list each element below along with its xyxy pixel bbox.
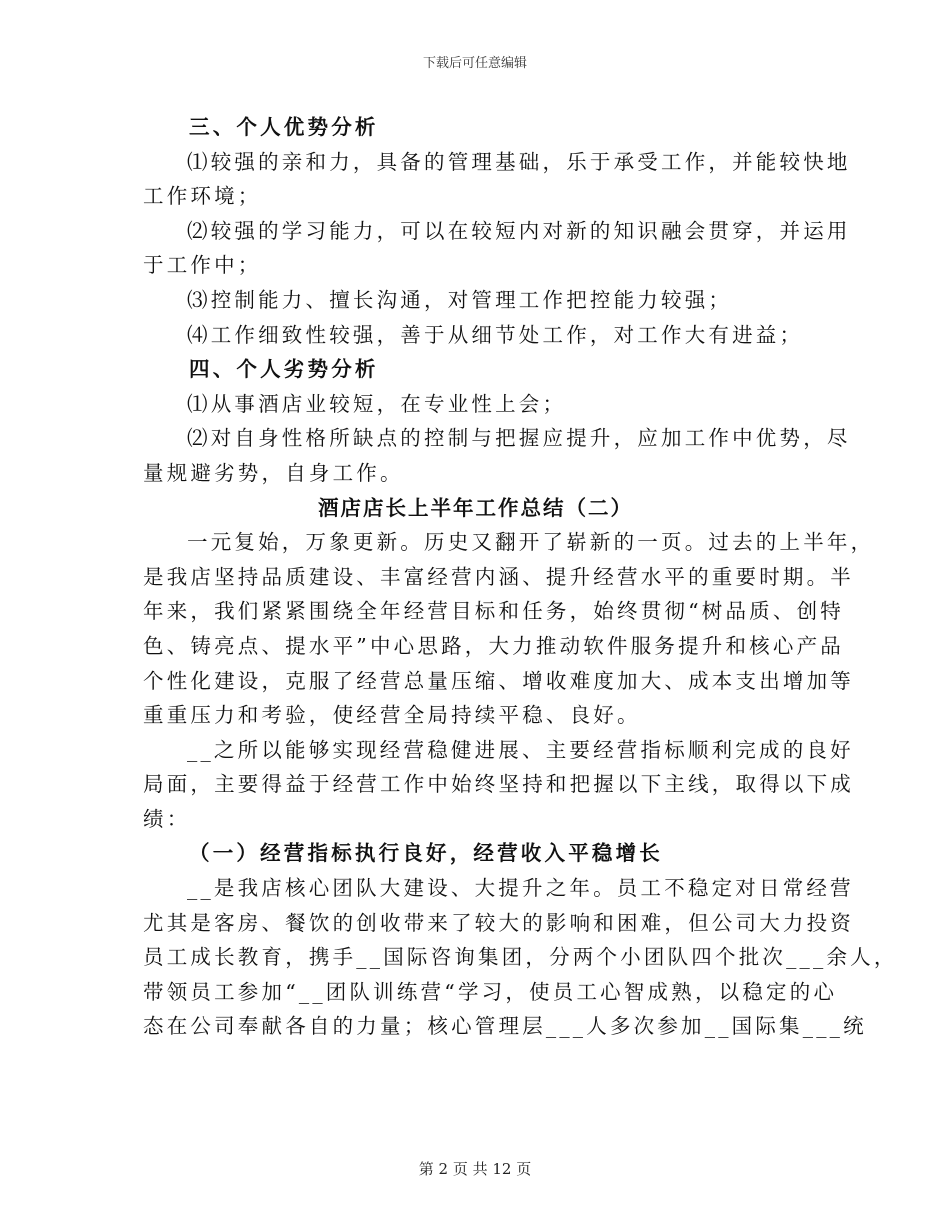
paragraph-line: 一元复始，万象更新。历史又翻开了崭新的一页。过去的上半年， xyxy=(187,530,875,555)
paragraph-line: 带领员工参加“__团队训练营“学习，使员工心智成熟，以稳定的心 xyxy=(143,979,838,1004)
paragraph-line: ⑶控制能力、擅长沟通，对管理工作把控能力较强； xyxy=(187,287,733,312)
paragraph-line: ⑷工作细致性较强，善于从细节处工作，对工作大有进益； xyxy=(187,322,804,347)
paragraph-line: 绩： xyxy=(143,806,191,831)
paragraph-line: 尤其是客房、餐饮的创收带来了较大的影响和困难，但公司大力投资 xyxy=(143,910,854,935)
paragraph-line: 量规避劣势，自身工作。 xyxy=(143,460,404,485)
paragraph-line: 色、铸亮点、提水平”中心思路，大力推动软件服务提升和核心产品 xyxy=(143,633,844,658)
paragraph-line: 重重压力和考验，使经营全局持续平稳、良好。 xyxy=(143,703,641,728)
paragraph-line: 个性化建设，克服了经营总量压缩、增收难度加大、成本支出增加等 xyxy=(143,668,854,693)
paragraph-line: 年来，我们紧紧围绕全年经营目标和任务，始终贯彻“树品质、创特 xyxy=(143,599,844,624)
paragraph-line: ⑵较强的学习能力，可以在较短内对新的知识融会贯穿，并运用 xyxy=(187,218,851,243)
subsection-heading: （一）经营指标执行良好，经营收入平稳增长 xyxy=(189,841,663,866)
page-header: 下载后可任意编辑 xyxy=(422,56,527,71)
paragraph-line: 员工成长教育，携手__国际咨询集团，分两个小团队四个批次___余人， xyxy=(143,945,898,970)
paragraph-line: ⑴从事酒店业较短，在专业性上会； xyxy=(187,391,567,416)
section-heading-advantages: 三、个人优势分析 xyxy=(189,115,379,139)
article-title: 酒店店长上半年工作总结（二） xyxy=(318,495,633,520)
paragraph-line: ⑵对自身性格所缺点的控制与把握应提升，应加工作中优势，尽 xyxy=(187,426,851,451)
paragraph-line: __是我店核心团队大建设、大提升之年。员工不稳定对日常经营 xyxy=(187,876,854,901)
page-footer: 第 2 页 共 12 页 xyxy=(418,1160,532,1178)
paragraph-line: 于工作中； xyxy=(143,253,262,278)
document-body xyxy=(143,110,898,1044)
paragraph-line: 工作环境； xyxy=(143,184,262,209)
paragraph-line: 局面，主要得益于经营工作中始终坚持和把握以下主线，取得以下成 xyxy=(143,772,854,797)
paragraph-line: ⑴较强的亲和力，具备的管理基础，乐于承受工作，并能较快地 xyxy=(187,149,851,174)
section-heading-disadvantages: 四、个人劣势分析 xyxy=(189,357,379,382)
paragraph-line: __之所以能够实现经营稳健进展、主要经营指标顺利完成的良好 xyxy=(187,737,854,762)
paragraph-line: 态在公司奉献各自的力量；核心管理层___人多次参加__国际集___统 xyxy=(143,1014,867,1039)
paragraph-line: 是我店坚持品质建设、丰富经营内涵、提升经营水平的重要时期。半 xyxy=(143,564,854,589)
